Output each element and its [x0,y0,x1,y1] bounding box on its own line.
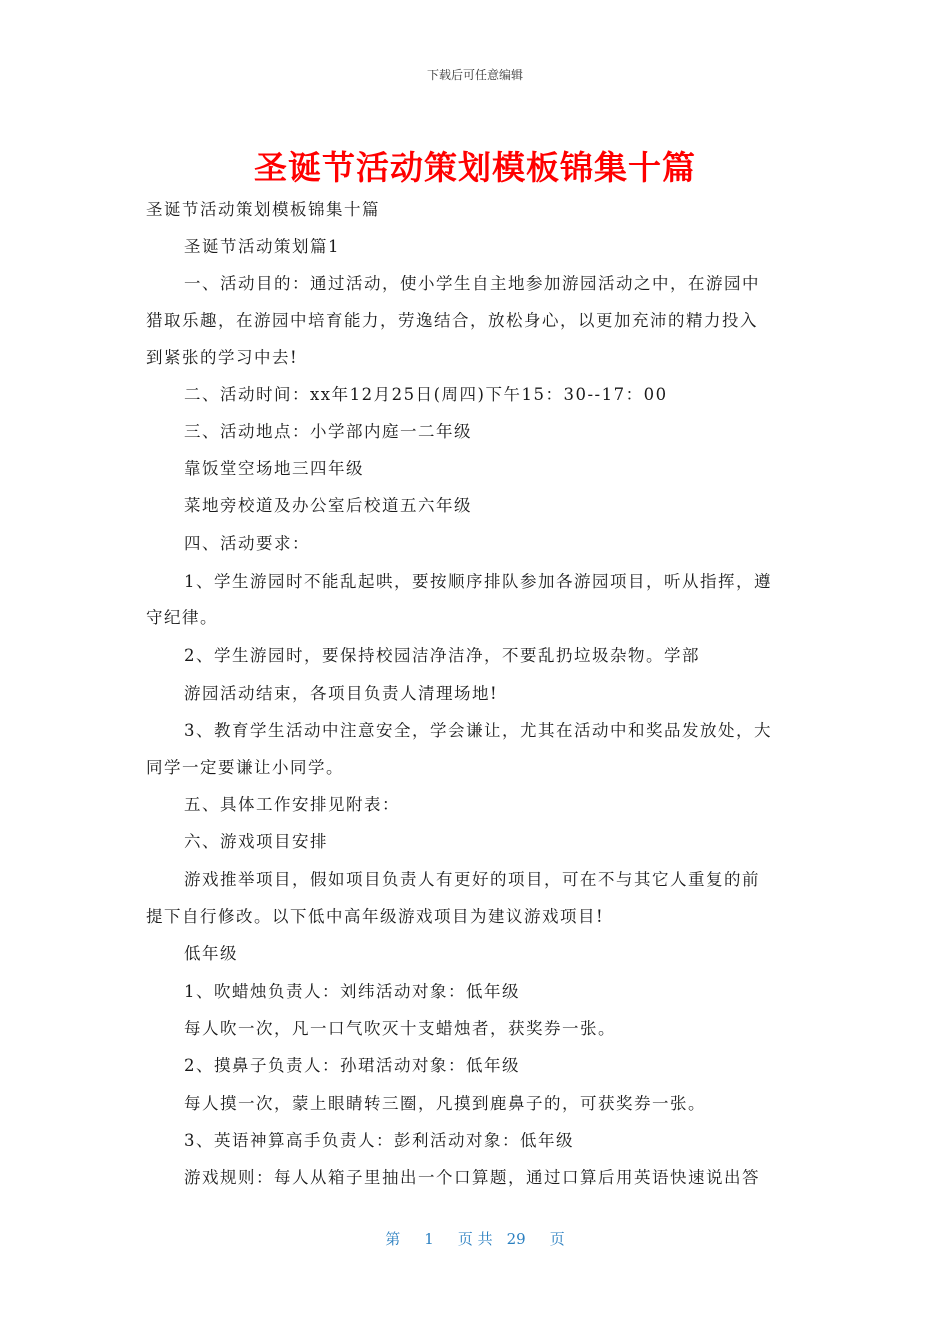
body-line: 低年级 [184,944,238,963]
body-line: 游戏规则：每人从箱子里抽出一个口算题，通过口算后用英语快速说出答 [184,1168,760,1187]
body-line: 每人摸一次，蒙上眼睛转三圈，凡摸到鹿鼻子的，可获奖券一张。 [184,1094,706,1113]
body-line: 三、活动地点：小学部内庭一二年级 [184,422,472,441]
footer-middle: 页 共 [457,1230,493,1248]
footer-page-number: 1 [424,1230,434,1248]
footer-total-pages: 29 [506,1230,526,1248]
body-line: 五、具体工作安排见附表： [184,795,400,814]
footer-suffix: 页 [549,1230,565,1248]
page-footer [0,1228,950,1249]
body-line: 3、教育学生活动中注意安全，学会谦让，尤其在活动中和奖品发放处，大 [184,721,772,740]
body-line: 1、学生游园时不能乱起哄，要按顺序排队参加各游园项目，听从指挥，遵 [184,572,772,591]
body-line: 到紧张的学习中去! [146,348,299,367]
body-line: 靠饭堂空场地三四年级 [184,459,364,478]
footer-prefix: 第 [385,1230,401,1248]
body-line: 菜地旁校道及办公室后校道五六年级 [184,496,472,515]
body-line: 六、游戏项目安排 [184,832,328,851]
body-line: 3、英语神算高手负责人：彭利活动对象：低年级 [184,1131,574,1150]
body-line: 圣诞节活动策划模板锦集十篇 [146,200,380,219]
body-line: 2、学生游园时，要保持校园洁净洁净，不要乱扔垃圾杂物。学部 [184,646,700,665]
body-line: 圣诞节活动策划篇1 [184,237,340,256]
body-line: 游戏推举项目，假如项目负责人有更好的项目，可在不与其它人重复的前 [184,870,760,889]
body-line: 一、活动目的：通过活动，使小学生自主地参加游园活动之中，在游园中 [184,274,760,293]
body-line: 1、吹蜡烛负责人：刘纬活动对象：低年级 [184,982,520,1001]
body-line: 每人吹一次，凡一口气吹灭十支蜡烛者，获奖券一张。 [184,1019,616,1038]
body-line: 猎取乐趣，在游园中培育能力，劳逸结合，放松身心，以更加充沛的精力投入 [146,311,758,330]
body-line: 四、活动要求： [184,534,310,553]
body-line: 同学一定要谦让小同学。 [146,758,344,777]
document-title: 圣诞节活动策划模板锦集十篇 [254,148,696,187]
body-line: 二、活动时间：xx年12月25日(周四)下午15：30--17：00 [184,385,668,404]
body-line: 2、摸鼻子负责人：孙珺活动对象：低年级 [184,1056,520,1075]
body-line: 提下自行修改。以下低中高年级游戏项目为建议游戏项目! [146,907,605,926]
header-note: 下载后可任意编辑 [426,68,523,82]
body-line: 守纪律。 [146,608,218,627]
body-line: 游园活动结束，各项目负责人清理场地! [184,684,499,703]
